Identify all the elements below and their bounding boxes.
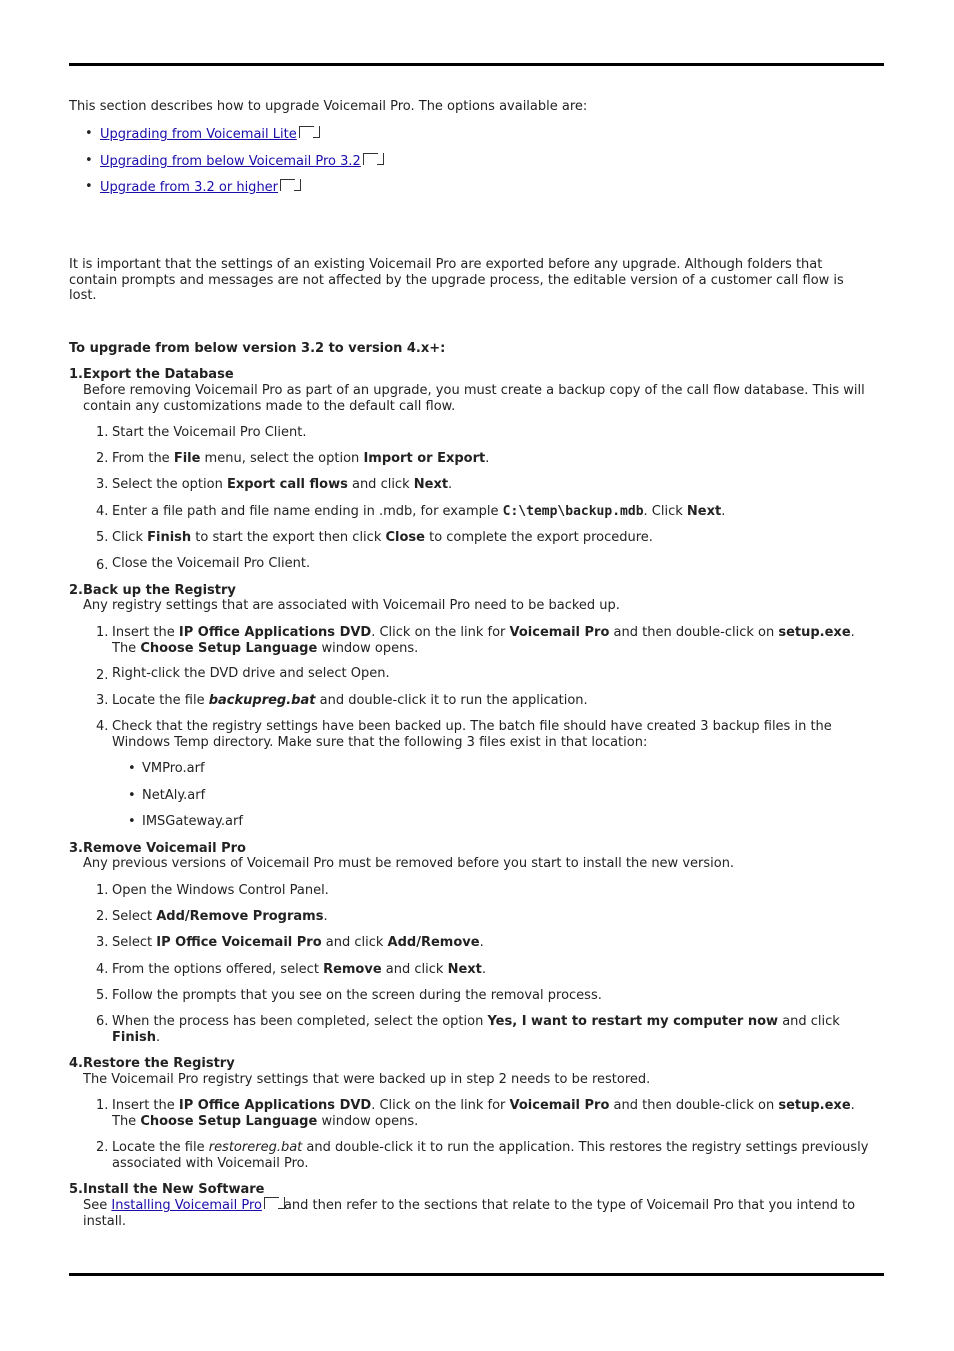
step-item: Check that the registry settings have been backed up. The batch file should have created 3 backup files in the Windows Temp directory. Make sure that the following 3 files exist in that location: (112, 719, 832, 750)
step-item: 2. Locate the file restorereg.bat and double-click it to run the application. This restores the registry settings previously associated with Voicemail Pro. (96, 1140, 869, 1171)
link-upgrade-below-32[interactable]: Upgrading from below Voicemail Pro 3.2 (100, 154, 361, 169)
step-item: 1. Insert the IP Office Applications DVD. Click on the link for Voicemail Pro and then double-click on setup.exe. The Choose Setup Language window opens. (96, 625, 855, 656)
step-item: 1. Open the Windows Control Panel. (96, 883, 329, 898)
page-ref-icon (363, 153, 383, 165)
file-item: • NetAly.arf (142, 788, 205, 804)
link-upgrade-lite[interactable]: Upgrading from Voicemail Lite (100, 127, 297, 142)
section-description: The Voicemail Pro registry settings that were backed up in step 2 needs to be restored. (83, 1072, 651, 1087)
file-item: • VMPro.arf (142, 761, 205, 777)
section-description: Any previous versions of Voicemail Pro must be removed before you start to install the new version. (83, 856, 735, 871)
option-item (100, 179, 300, 196)
step-item: 1. Start the Voicemail Pro Client. (96, 425, 307, 440)
option-item (100, 126, 319, 143)
section-heading: 2.Back up the Registry (69, 583, 236, 598)
procedure-title: To upgrade from below version 3.2 to version 4.x+: (69, 341, 446, 356)
section-description: Before removing Voicemail Pro as part of an upgrade, you must create a backup copy of the call flow database. This will contain any customizations made to the default call flow. (83, 383, 865, 414)
step-item: 3. Locate the file backupreg.bat and double-click it to run the application. (96, 693, 588, 708)
step-item: 4. From the options offered, select Remove and click Next. (96, 962, 487, 977)
header-rule (69, 63, 884, 66)
step-item: 2. Select Add/Remove Programs. (96, 909, 328, 924)
section-heading: 5.Install the New Software (69, 1182, 265, 1197)
step-item: 4. Enter a file path and file name ending in .mdb, for example C:\temp\backup.mdb. Click Next. (96, 504, 726, 519)
link-installing-voicemail-pro[interactable]: Installing Voicemail Pro (111, 1198, 262, 1213)
step-item: 6. When the process has been completed, select the option Yes, I want to restart my computer now and click Finish. (96, 1014, 840, 1045)
step-item: 5. Click Finish to start the export then click Close to complete the export procedure. (96, 530, 653, 545)
step-item: 3. Select the option Export call flows and click Next. (96, 477, 453, 492)
step-item: 3. Select IP Office Voicemail Pro and click Add/Remove. (96, 935, 484, 950)
step-item: 5. Follow the prompts that you see on the screen during the removal process. (96, 988, 602, 1003)
section-description: See Installing Voicemail Pro and then refer to the sections that relate to the type of Voicemail Pro that you intend to install. (83, 1198, 856, 1229)
page-ref-icon (280, 179, 300, 191)
page-ref-icon (264, 1197, 284, 1209)
section-heading: 1.Export the Database (69, 367, 234, 382)
page-ref-icon (299, 126, 319, 138)
section-heading: 4.Restore the Registry (69, 1056, 235, 1071)
step-item: 1. Insert the IP Office Applications DVD. Click on the link for Voicemail Pro and then double-click on setup.exe. The Choose Setup Language window opens. (96, 1098, 855, 1129)
step-item: 2. Right-click the DVD drive and select Open. (96, 666, 390, 683)
step-item: 6. Close the Voicemail Pro Client. (96, 556, 311, 573)
step-item: 2. From the File menu, select the option Import or Export. (96, 451, 490, 466)
link-upgrade-32-higher[interactable]: Upgrade from 3.2 or higher (100, 180, 279, 195)
section-heading: 3.Remove Voicemail Pro (69, 841, 246, 856)
intro-text: This section describes how to upgrade Voicemail Pro. The options available are: (69, 99, 588, 114)
file-item: • IMSGateway.arf (142, 814, 243, 830)
footer-rule (69, 1273, 884, 1276)
section-description: Any registry settings that are associated with Voicemail Pro need to be backed up. (83, 598, 620, 613)
step-number: 4. (96, 719, 109, 734)
option-item (100, 153, 383, 170)
important-text: It is important that the settings of an existing Voicemail Pro are exported before any upgrade. Although folders that contain prompts and messages are not affected by the upgrade process, the editable version of a customer call flow is lost. (69, 257, 844, 303)
